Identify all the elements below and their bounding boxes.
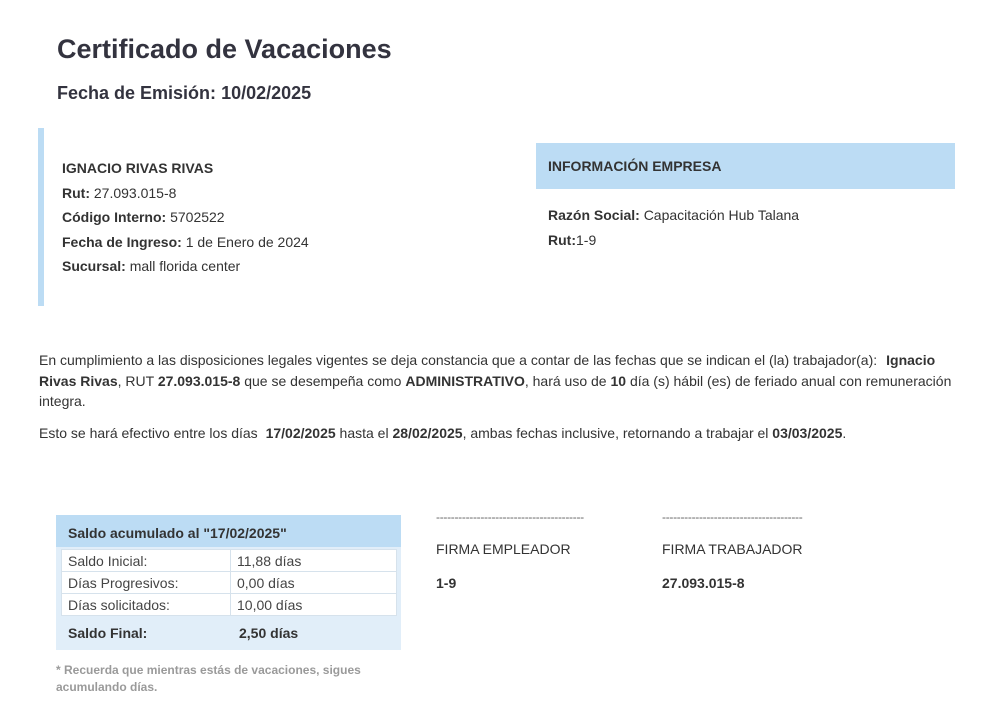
balance-row-value: 10,00 días <box>231 594 397 616</box>
company-details <box>548 203 799 252</box>
worker-signature-label: FIRMA TRABAJADOR <box>662 541 803 557</box>
employer-signature-label: FIRMA EMPLEADOR <box>436 541 571 557</box>
balance-row-value: 11,88 días <box>231 550 397 572</box>
table-row <box>62 550 397 572</box>
company-name-label: Razón Social: <box>548 207 640 223</box>
period-text: Esto se hará efectivo entre los días <box>39 425 258 441</box>
balance-header <box>56 515 401 547</box>
balance-table <box>61 549 397 616</box>
employee-rut-row <box>62 181 309 206</box>
statement-text: En cumplimiento a las disposiciones legales vigentes se deja constancia que a contar de las fechas que se indican el (la) trabajador(a): <box>39 352 878 368</box>
statement-text: día (s) hábil (es) de feriado anual con remuneración integra. <box>39 372 952 409</box>
statement-text: que se desempeña como <box>244 372 402 389</box>
period-paragraph <box>39 423 964 444</box>
table-row <box>62 594 397 616</box>
issue-date-label: Fecha de Emisión: <box>57 83 217 103</box>
issue-date <box>57 83 311 104</box>
worker-name: Ignacio Rivas Rivas <box>39 352 936 389</box>
worker-position: ADMINISTRATIVO <box>405 372 525 389</box>
employer-signature-rut: 1-9 <box>436 575 457 591</box>
page-title: Certificado de Vacaciones <box>57 34 392 64</box>
vacation-days: 10 <box>610 372 627 389</box>
employee-rut-label: Rut: <box>62 184 90 201</box>
employee-code-row <box>62 205 309 230</box>
balance-row-value: 0,00 días <box>231 572 397 594</box>
statement-text: , RUT <box>117 372 154 389</box>
return-date: 03/03/2025 <box>772 425 843 441</box>
employee-name: IGNACIO RIVAS RIVAS <box>62 160 214 176</box>
worker-signature <box>662 510 802 524</box>
period-text: hasta el <box>339 425 389 441</box>
company-rut: 1-9 <box>576 231 597 248</box>
balance-final-value: 2,50 días <box>239 625 299 641</box>
company-info-title: INFORMACIÓN EMPRESA <box>548 158 722 174</box>
balance-row-label: Días Progresivos: <box>62 572 231 594</box>
employer-signature-line: ---------------------------------------- <box>436 510 584 524</box>
employee-info-panel <box>38 128 484 306</box>
balance-final-label: Saldo Final: <box>68 625 148 641</box>
employee-branch-row <box>62 254 309 279</box>
issue-date-value: 10/02/2025 <box>221 83 312 103</box>
statement-text: , hará uso de <box>524 372 607 389</box>
balance-row-label: Días solicitados: <box>62 594 231 616</box>
reminder-note: * Recuerda que mientras estás de vacaciones, sigues acumulando días. <box>56 663 361 694</box>
employee-branch-label: Sucursal: <box>62 258 126 274</box>
balance-box <box>56 515 401 650</box>
company-name: Capacitación Hub Talana <box>643 207 800 223</box>
employer-signature <box>436 510 584 524</box>
balance-title: Saldo acumulado al "17/02/2025" <box>68 525 287 541</box>
date-from: 17/02/2025 <box>265 425 336 441</box>
table-row <box>62 572 397 594</box>
period-text: . <box>842 425 847 441</box>
employee-code: 5702522 <box>170 209 225 225</box>
employee-details <box>62 156 309 279</box>
worker-rut: 27.093.015-8 <box>157 372 241 389</box>
company-name-row <box>548 203 799 228</box>
company-rut-row <box>548 228 799 253</box>
balance-row-label: Saldo Inicial: <box>62 550 231 572</box>
company-rut-label: Rut: <box>548 231 576 248</box>
company-info-header <box>536 143 955 189</box>
employee-rut: 27.093.015-8 <box>93 184 177 201</box>
period-text: , ambas fechas inclusive, retornando a trabajar el <box>462 425 769 441</box>
employee-start: 1 de Enero de 2024 <box>185 233 309 250</box>
employee-start-row <box>62 230 309 255</box>
employee-branch: mall florida center <box>129 258 241 274</box>
employee-start-label: Fecha de Ingreso: <box>62 233 182 250</box>
date-to: 28/02/2025 <box>392 425 463 441</box>
worker-signature-rut: 27.093.015-8 <box>662 575 745 591</box>
worker-signature-line: -------------------------------------- <box>662 510 803 524</box>
employee-code-label: Código Interno: <box>62 209 167 225</box>
statement-paragraph <box>39 350 964 412</box>
